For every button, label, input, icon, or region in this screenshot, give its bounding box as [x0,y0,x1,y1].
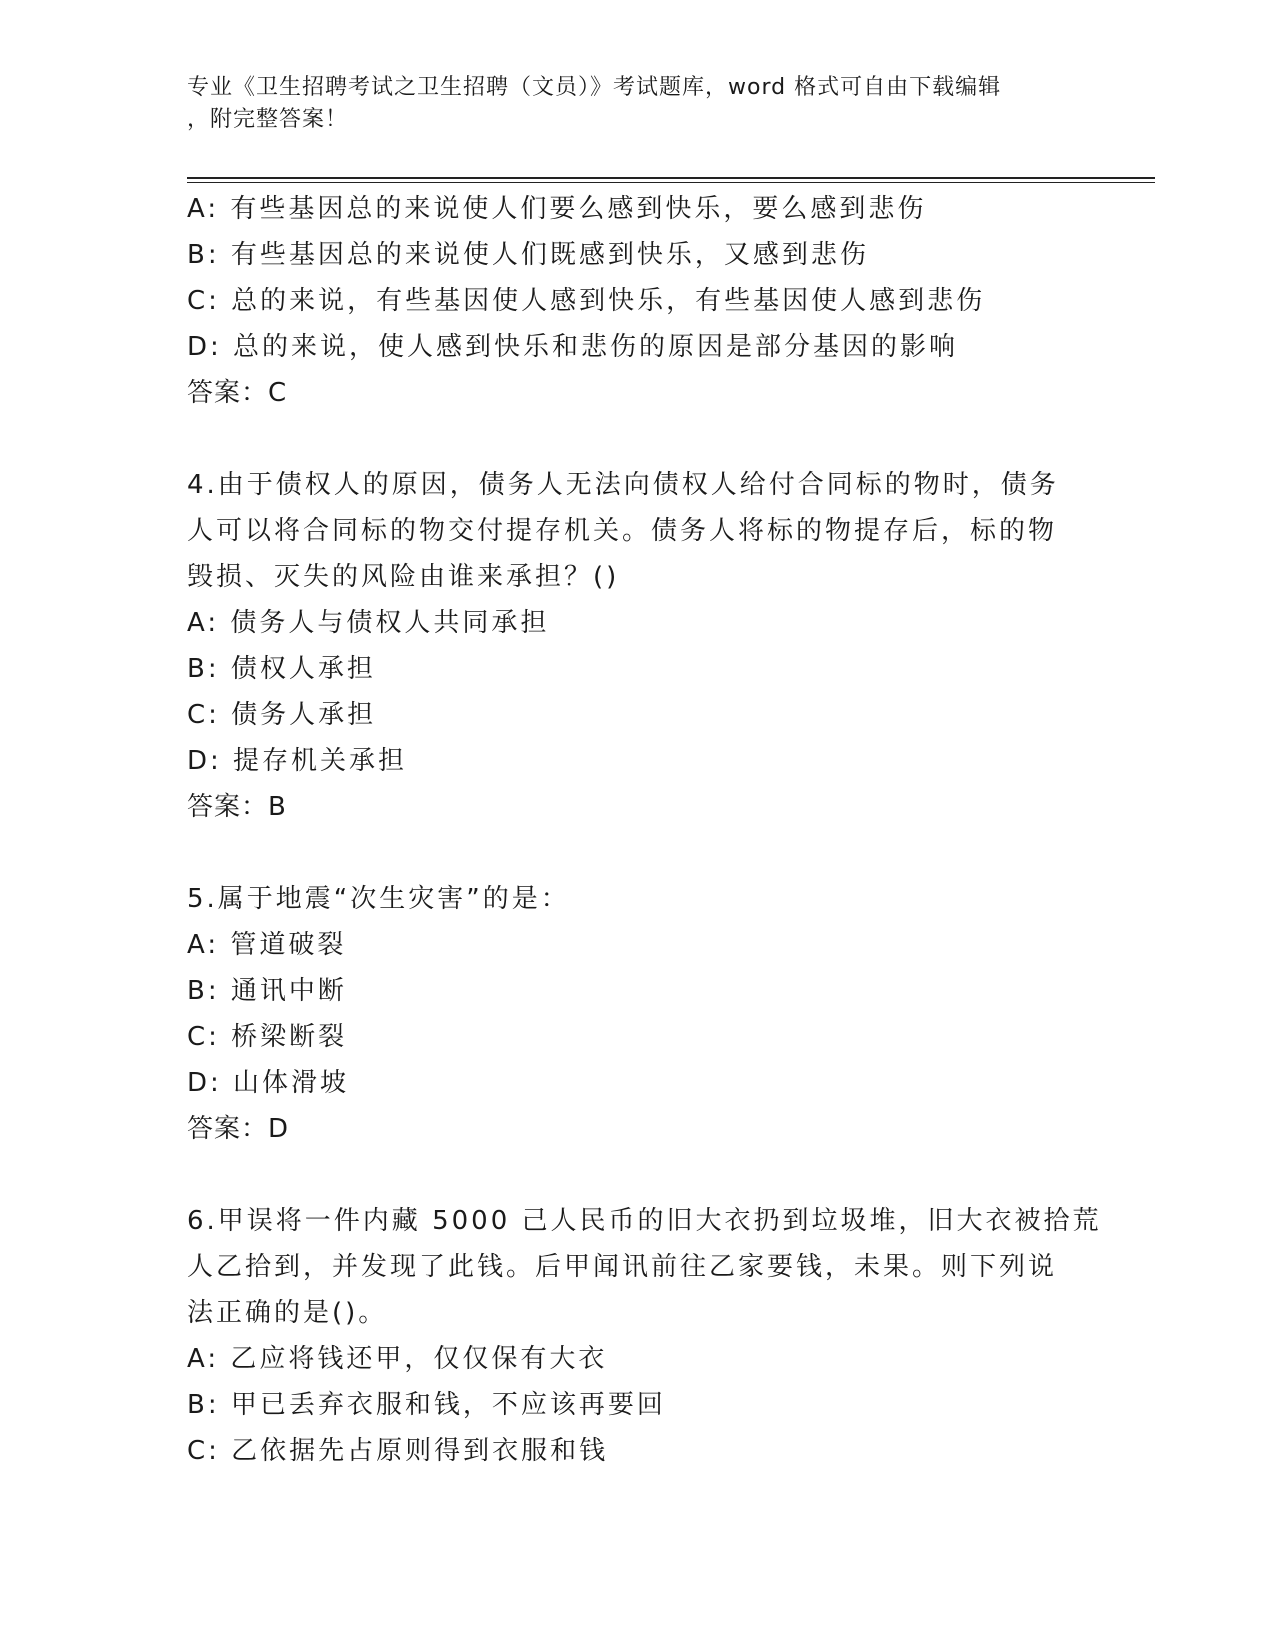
option-a: A: 有些基因总的来说使人们要么感到快乐，要么感到悲伤 [187,194,927,224]
question-5 [187,876,1087,1152]
question-text-line: 4.由于债权人的原因，债务人无法向债权人给付合同标的物时，债务 [187,470,1059,500]
option-d: D: 山体滑坡 [187,1068,350,1098]
answer-line: 答案：C [187,378,288,408]
question-list [187,186,1102,1474]
spacer [187,416,1087,462]
option-c: C: 乙依据先占原则得到衣服和钱 [187,1436,609,1466]
question-4 [187,462,1087,830]
option-b: B: 有些基因总的来说使人们既感到快乐，又感到悲伤 [187,240,869,270]
question-text-line: 5.属于地震“次生灾害”的是： [187,884,570,914]
question-6 [187,1198,1102,1474]
question-text-line: 法正确的是()。 [187,1298,388,1328]
option-d: D: 提存机关承担 [187,746,408,776]
option-b: B: 甲已丢弃衣服和钱，不应该再要回 [187,1390,666,1420]
option-c: C: 桥梁断裂 [187,1022,348,1052]
question-text-line: 6.甲误将一件内藏 5000 己人民币的旧大衣扔到垃圾堆，旧大衣被拾荒 [187,1206,1102,1236]
option-c: C: 债务人承担 [187,700,377,730]
document-header [187,72,1077,136]
spacer [187,1152,1087,1198]
option-a: A: 管道破裂 [187,930,347,960]
option-d: D: 总的来说，使人感到快乐和悲伤的原因是部分基因的影响 [187,332,959,362]
question-text-line: 人乙拾到，并发现了此钱。后甲闻讯前往乙家要钱，未果。则下列说 [187,1252,1058,1282]
option-a: A: 乙应将钱还甲，仅仅保有大衣 [187,1344,608,1374]
question-text-line: 毁损、灭失的风险由谁来承担？() [187,562,620,592]
question-3-continued [187,186,1087,416]
header-divider-thick [187,177,1155,179]
question-text-line: 人可以将合同标的物交付提存机关。债务人将标的物提存后，标的物 [187,516,1058,546]
option-a: A: 债务人与债权人共同承担 [187,608,550,638]
header-divider-thin [187,182,1155,183]
answer-line: 答案：D [187,1114,290,1144]
header-line-2: ，附完整答案！ [187,107,349,132]
option-c: C: 总的来说，有些基因使人感到快乐，有些基因使人感到悲伤 [187,286,986,316]
spacer [187,830,1087,876]
answer-line: 答案：B [187,792,287,822]
option-b: B: 通讯中断 [187,976,347,1006]
option-b: B: 债权人承担 [187,654,376,684]
header-line-1: 专业《卫生招聘考试之卫生招聘（文员）》考试题库，word 格式可自由下载编辑 [187,75,1002,100]
